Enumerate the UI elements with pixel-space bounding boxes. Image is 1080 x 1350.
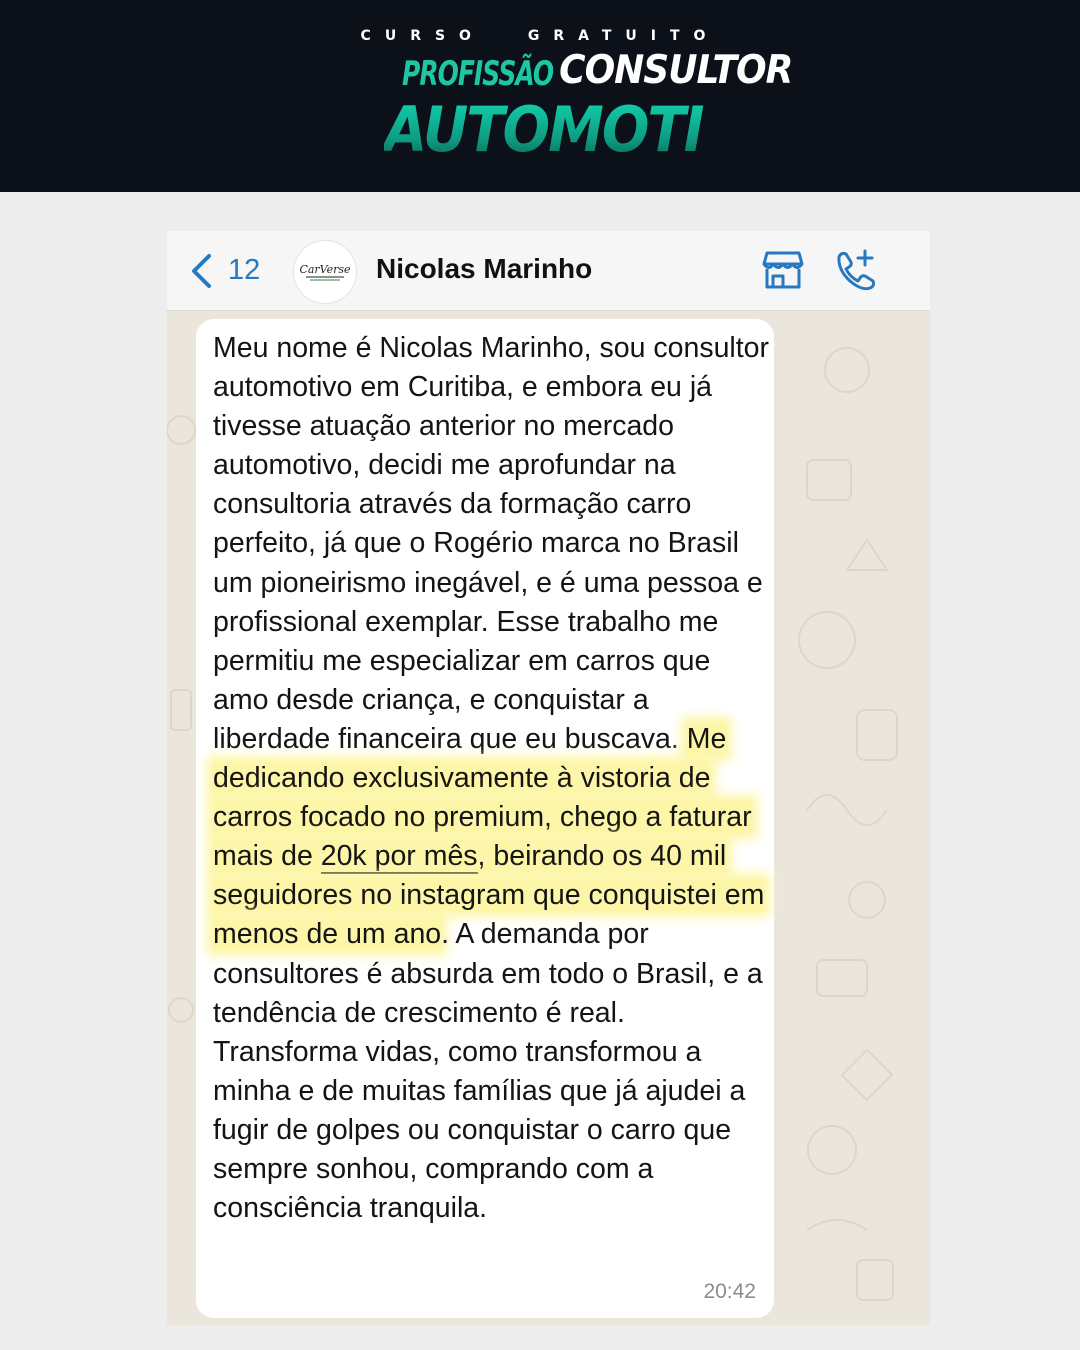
unread-count[interactable]: 12 [228,254,261,286]
highlight-part-b: , beirando os 40 mil seguidores no instagram que conquistei em menos de um ano [213,840,765,951]
banner-title-big: CONSULTOR [559,47,793,93]
kicker-word-1: CURSO [360,28,485,44]
highlight-part-a: Me dedicando exclusivamente à vistoria de carros focado no premium, chego a faturar mais de [213,722,752,873]
banner-title-line-1 [402,47,793,98]
avatar[interactable] [293,240,357,304]
banner-title-line-2: AUTOMOTIVO [384,94,704,172]
carverse-logo [294,241,356,303]
store-icon[interactable] [761,248,805,292]
chevron-left-icon[interactable] [187,253,217,289]
promo-banner [0,0,1080,192]
message-text-plain: Meu nome é Nicolas Marinho, sou consultor automotivo em Curitiba, e embora eu já tivesse atuação anterior no mercado automotivo, decidi me aprofundar na consultoria através da formação carro perfeito, já que o Rogério marca no Brasil um pioneirismo inegável, e é uma pessoa e profissional exemplar. Esse trabalho me permitiu me especializar em carros que amo desde criança, e conquistar a liberdade financeira que eu buscava. [213,332,770,755]
highlight-underlined: 20k por mês [320,840,478,873]
message-bubble[interactable] [196,319,774,1318]
chat-screenshot [167,231,930,1325]
message-text [213,329,773,1228]
banner-kicker [0,28,1080,44]
add-call-icon[interactable] [831,247,877,293]
contact-name[interactable]: Nicolas Marinho [376,253,593,284]
svg-text:CarVerse: CarVerse [299,263,351,276]
banner-title-small: PROFISSÃO [402,53,554,93]
message-highlight [213,723,764,950]
kicker-word-2: GRATUITO [527,28,720,44]
message-text-rest: . A demanda por consultores é absurda em todo o Brasil, e a tendência de crescimento é real. Transforma vidas, como transformou a minha e de muitas famílias que já ajudei a fugir de golpes ou conquistar o carro que sempre sonhou, comprando com a consciência tranquila. [213,918,763,1225]
message-timestamp: 20:42 [703,1280,756,1303]
chat-header [167,231,930,311]
